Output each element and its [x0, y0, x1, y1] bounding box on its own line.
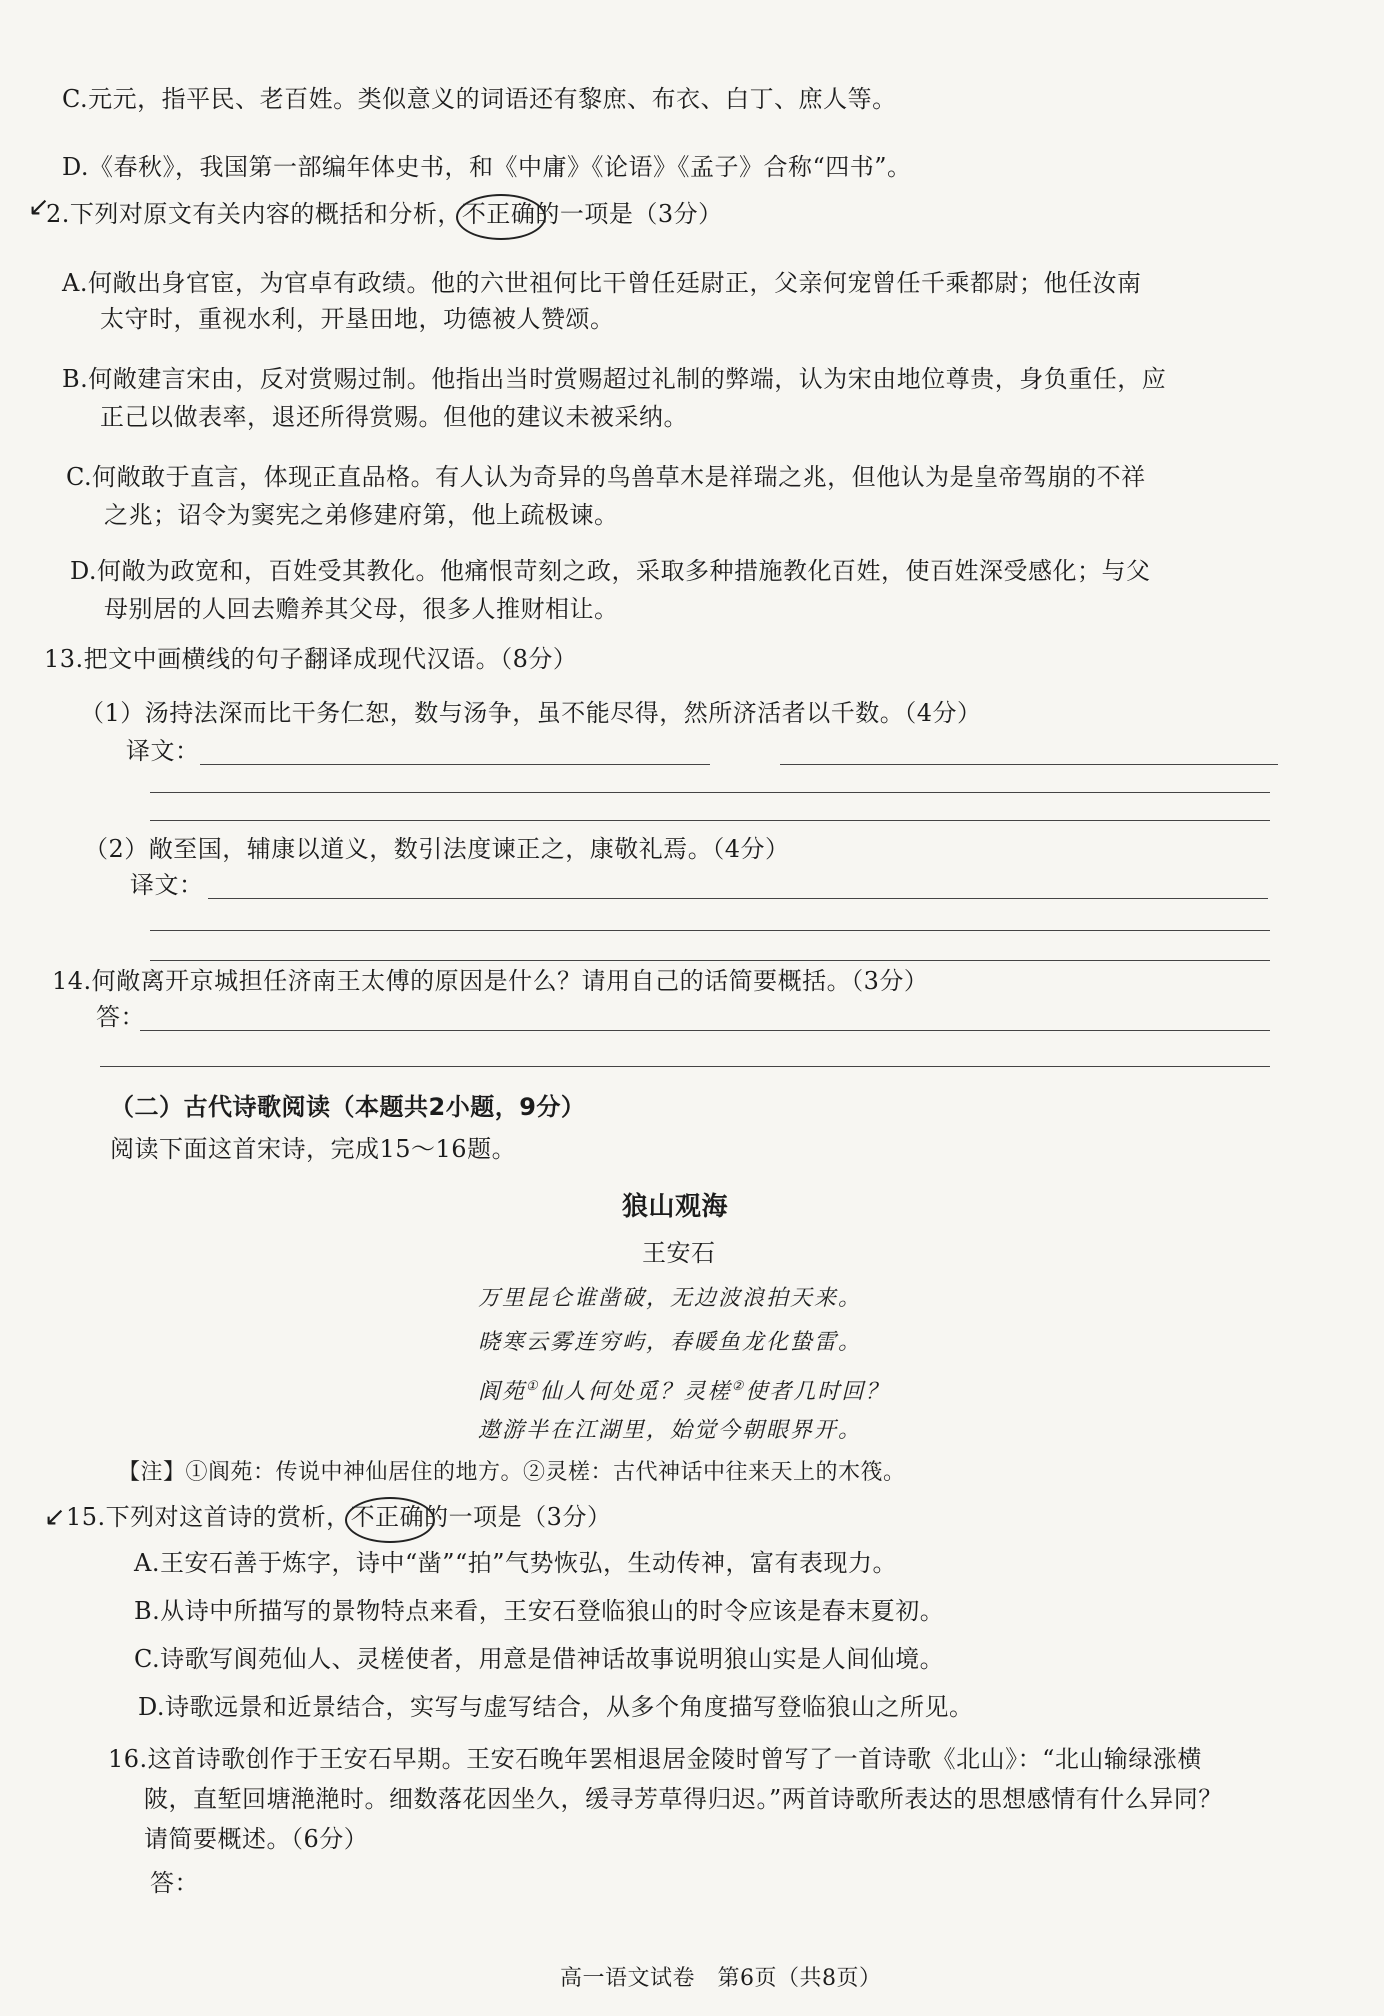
q13-part1-answer-line-3[interactable]	[150, 792, 1270, 793]
q12-option-a-line2: 太守时，重视水利，开垦田地，功德被人赞颂。	[100, 305, 615, 333]
poem-line-2: 晓寒云雾连穷屿，春暖鱼龙化蛰雷。	[478, 1330, 863, 1355]
q12-option-c-line1: C.何敞敢于直言，体现正直品格。有人认为奇异的鸟兽草木是祥瑞之兆，但他认为是皇帝驾崩的不祥	[66, 463, 1146, 491]
q15-option-c: C.诗歌写阆苑仙人、灵槎使者，用意是借神话故事说明狼山实是人间仙境。	[134, 1645, 945, 1673]
q14-answer-line-1[interactable]	[140, 1030, 1270, 1031]
q15-option-a: A.王安石善于炼字，诗中“凿”“拍”气势恢弘，生动传神，富有表现力。	[134, 1549, 898, 1577]
option-c-text: C.元元，指平民、老百姓。类似意义的词语还有黎庶、布衣、白丁、庶人等。	[62, 85, 897, 113]
section-heading-poetry: （二）古代诗歌阅读（本题共2小题，9分）	[110, 1093, 586, 1121]
q13-part1-answer-line-1[interactable]	[200, 764, 710, 765]
q13-part2-answer-line-1[interactable]	[208, 898, 1268, 899]
poem-author: 王安石	[642, 1239, 716, 1267]
q15-stem-prefix: 15.下列对这首诗的赏析，	[66, 1503, 351, 1531]
q14-answer-label: 答：	[96, 1003, 145, 1031]
q12-option-d-line2: 母别居的人回去赡养其父母，很多人推财相让。	[104, 595, 619, 623]
q12-option-d-line1: D.何敞为政宽和，百姓受其教化。他痛恨苛刻之政，采取多种措施教化百姓，使百姓深受感化；与父	[70, 557, 1151, 585]
section-intro: 阅读下面这首宋诗，完成15～16题。	[110, 1135, 517, 1163]
q13-part2-answer-line-3[interactable]	[150, 960, 1270, 961]
q12-stem-suffix: 的一项是（3分）	[535, 200, 723, 228]
page-footer: 高一语文试卷 第6页（共8页）	[560, 1966, 882, 1991]
q14-answer-line-2[interactable]	[100, 1066, 1270, 1067]
pen-tick-mark: ↙	[28, 192, 50, 222]
pen-circle-mark	[456, 194, 546, 240]
q12-stem	[46, 197, 723, 231]
poem-line-3-part-c: 使者几时回？	[745, 1379, 890, 1405]
q15-option-d: D.诗歌远景和近景结合，实写与虚写结合，从多个角度描写登临狼山之所见。	[138, 1693, 974, 1721]
q13-part1-answer-line-2[interactable]	[780, 764, 1278, 765]
q14-stem: 14.何敞离开京城担任济南王太傅的原因是什么？请用自己的话简要概括。（3分）	[52, 967, 929, 995]
q13-part2-answer-label: 译文：	[130, 871, 204, 899]
q16-stem-line3: 请简要概述。（6分）	[144, 1825, 369, 1853]
q15-stem	[66, 1500, 611, 1534]
q16-answer-label: 答：	[150, 1869, 199, 1897]
q13-part1-answer-line-4[interactable]	[150, 820, 1270, 821]
poem-line-3-part-a: 阆苑	[478, 1379, 527, 1405]
q16-stem-line2: 陂，直堑回塘滟滟时。细数落花因坐久，缓寻芳草得归迟。”两首诗歌所表达的思想感情有什么异同？	[144, 1785, 1223, 1813]
q13-part1-answer-label: 译文：	[126, 737, 200, 765]
q15-circled-word: 不正确	[351, 1503, 425, 1531]
poem-note: 【注】①阆苑：传说中神仙居住的地方。②灵槎：古代神话中往来天上的木筏。	[118, 1460, 906, 1485]
poem-line-4: 遨游半在江湖里，始觉今朝眼界开。	[478, 1418, 863, 1443]
option-d-text: D.《春秋》，我国第一部编年体史书，和《中庸》《论语》《孟子》合称“四书”。	[62, 153, 912, 181]
pen-tick-mark: ↙	[44, 1502, 66, 1532]
poem-line-3-part-b: 仙人何处觅？灵槎	[539, 1379, 732, 1405]
q13-part1: （1）汤持法深而比干务仁恕，数与汤争，虽不能尽得，然所济活者以千数。（4分）	[80, 699, 982, 727]
poem-title: 狼山观海	[622, 1192, 729, 1222]
footnote-ref-1: ①	[526, 1379, 540, 1394]
q12-circled-word: 不正确	[462, 200, 536, 228]
q13-stem: 13.把文中画横线的句子翻译成现代汉语。（8分）	[44, 645, 578, 673]
q13-part2: （2）敞至国，辅康以道义，数引法度谏正之，康敬礼焉。（4分）	[84, 835, 790, 863]
q12-stem-prefix: 2.下列对原文有关内容的概括和分析，	[46, 200, 462, 228]
q12-option-c-line2: 之兆；诏令为窦宪之弟修建府第，他上疏极谏。	[104, 501, 619, 529]
q12-option-a-line1: A.何敞出身官宦，为官卓有政绩。他的六世祖何比干曾任廷尉正，父亲何宠曾任千乘都尉；他任汝南	[62, 269, 1142, 297]
q13-part2-answer-line-2[interactable]	[150, 930, 1270, 931]
pen-circle-mark	[345, 1497, 435, 1543]
q15-stem-suffix: 的一项是（3分）	[424, 1503, 612, 1531]
q15-option-b: B.从诗中所描写的景物特点来看，王安石登临狼山的时令应该是春末夏初。	[134, 1597, 945, 1625]
q12-option-b-line1: B.何敞建言宋由，反对赏赐过制。他指出当时赏赐超过礼制的弊端，认为宋由地位尊贵，身负重任，应	[62, 365, 1167, 393]
footnote-ref-2: ②	[731, 1379, 746, 1394]
poem-line-1: 万里昆仑谁凿破，无边波浪拍天来。	[478, 1286, 863, 1311]
poem-line-3	[478, 1370, 889, 1409]
q12-option-b-line2: 正己以做表率，退还所得赏赐。但他的建议未被采纳。	[100, 403, 688, 431]
q16-stem-line1: 16.这首诗歌创作于王安石早期。王安石晚年罢相退居金陵时曾写了一首诗歌《北山》：“北山输绿涨横	[108, 1745, 1202, 1773]
